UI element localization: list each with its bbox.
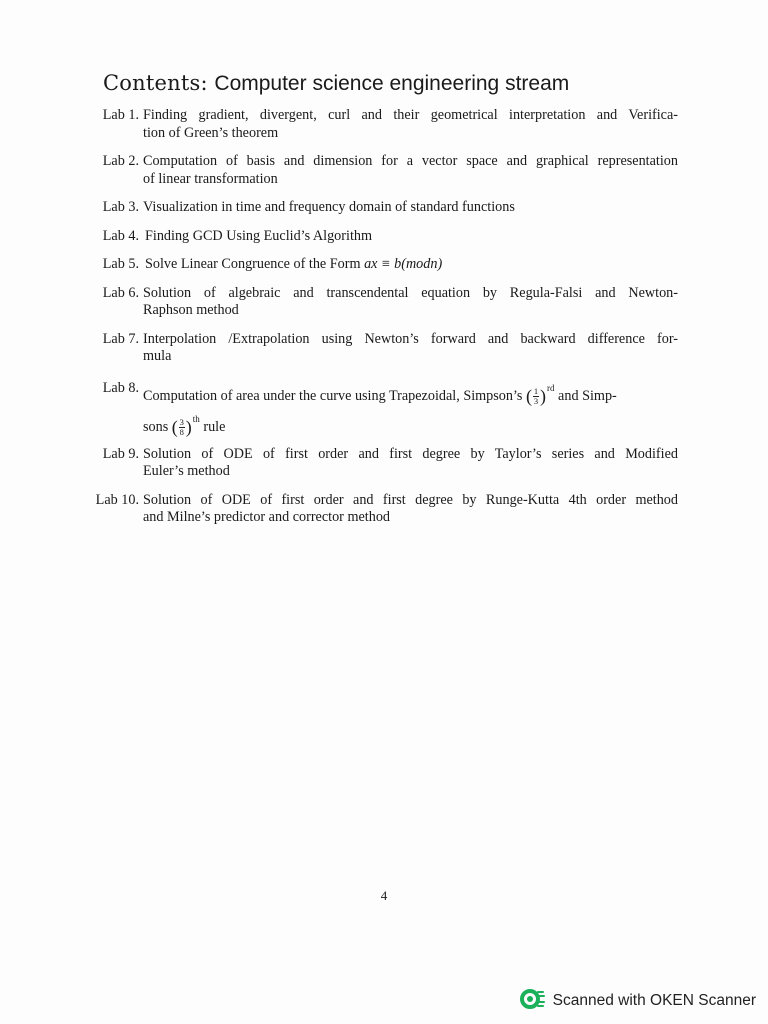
page-title bbox=[103, 70, 569, 97]
lab-description bbox=[139, 153, 678, 188]
lab-description bbox=[139, 256, 678, 274]
lab-description bbox=[139, 285, 678, 320]
ordinal-superscript: th bbox=[192, 413, 200, 424]
lab-number: Lab 4. bbox=[102, 227, 139, 244]
lab-number: Lab 1. bbox=[102, 107, 139, 123]
fraction-numerator: 3 bbox=[179, 417, 184, 428]
lab-list bbox=[78, 107, 678, 527]
lab-number: Lab 9. bbox=[102, 445, 139, 462]
lab-description bbox=[139, 376, 678, 438]
lab-item bbox=[78, 107, 678, 142]
lab-description-line: Raphson method bbox=[143, 302, 239, 318]
lab-description-line: and Milne’s predictor and corrector method bbox=[143, 509, 391, 525]
lab-item bbox=[78, 228, 678, 246]
ordinal-superscript: rd bbox=[547, 382, 555, 393]
lab-description-text: Solve Linear Congruence of the Form bbox=[145, 256, 365, 272]
lab-item bbox=[70, 492, 678, 527]
lab-description-line: Computation of basis and dimension for a vector space and graphical representation bbox=[143, 153, 678, 169]
fraction-one-third: ( 1 3 ) bbox=[526, 386, 546, 407]
lab-description-line: Visualization in time and frequency domain of standard functions bbox=[143, 199, 515, 215]
scanner-watermark bbox=[519, 988, 756, 1014]
lab-description-line: Euler’s method bbox=[143, 463, 230, 479]
lab-description-text: sons bbox=[143, 418, 172, 435]
fraction-numerator: 1 bbox=[533, 386, 539, 397]
lab-description bbox=[139, 228, 678, 246]
lab-number: Lab 10. bbox=[95, 491, 139, 508]
congruence-formula: ax ≡ b(modn) bbox=[364, 256, 443, 272]
title-main: Computer science engineering stream bbox=[214, 72, 570, 95]
oken-scanner-logo-icon bbox=[519, 988, 545, 1014]
lab-description-line: Finding GCD Using Euclid’s Algorithm bbox=[145, 227, 373, 244]
lab-item bbox=[78, 285, 678, 320]
lab-description-text: and Simp- bbox=[554, 387, 617, 404]
title-prefix: Contents: bbox=[103, 71, 208, 95]
lab-description bbox=[139, 446, 678, 481]
lab-description-line: mula bbox=[143, 348, 172, 364]
fraction-denominator: 8 bbox=[179, 427, 184, 438]
lab-description-line: tion of Green’s theorem bbox=[143, 124, 279, 141]
lab-description bbox=[139, 492, 678, 527]
scanner-label: Scanned with OKEN Scanner bbox=[552, 992, 756, 1009]
lab-description-line: Finding gradient, divergent, curl and their geometrical interpretation and Verifica- bbox=[143, 107, 678, 123]
lab-description bbox=[139, 199, 678, 217]
lab-description-text: rule bbox=[199, 418, 226, 435]
lab-description-line: Interpolation /Extrapolation using Newton’s forward and backward difference for- bbox=[143, 330, 678, 347]
lab-description-line: Solution of ODE of first order and first degree by Runge-Kutta 4th order method bbox=[143, 491, 678, 508]
lab-number: Lab 5. bbox=[102, 256, 139, 272]
lab-description bbox=[139, 107, 678, 142]
lab-description-line bbox=[143, 376, 678, 408]
page-number: 4 bbox=[380, 888, 388, 903]
lab-item bbox=[78, 376, 678, 438]
lab-description-line: of linear transformation bbox=[143, 170, 278, 187]
lab-item bbox=[78, 256, 678, 274]
lab-description-line bbox=[145, 256, 678, 274]
lab-number: Lab 2. bbox=[102, 153, 139, 169]
lab-description-line: Solution of ODE of first order and first degree by Taylor’s series and Modified bbox=[143, 445, 678, 462]
lab-item bbox=[78, 199, 678, 217]
lab-item bbox=[78, 446, 678, 481]
lab-description bbox=[139, 331, 678, 366]
lab-item bbox=[78, 153, 678, 188]
lab-item bbox=[78, 331, 678, 366]
lab-description-line bbox=[143, 408, 678, 438]
lab-number: Lab 3. bbox=[102, 199, 139, 215]
fraction-three-eighths: ( 3 8 ) bbox=[171, 417, 192, 438]
lab-description-text: Computation of area under the curve using Trapezoidal, Simpson’s bbox=[143, 387, 526, 404]
lab-description-line: Solution of algebraic and transcendental equation by Regula-Falsi and Newton- bbox=[143, 284, 678, 301]
lab-number: Lab 8. bbox=[102, 379, 139, 396]
lab-number: Lab 6. bbox=[102, 284, 139, 301]
fraction-denominator: 3 bbox=[533, 396, 539, 407]
lab-number: Lab 7. bbox=[102, 330, 139, 347]
